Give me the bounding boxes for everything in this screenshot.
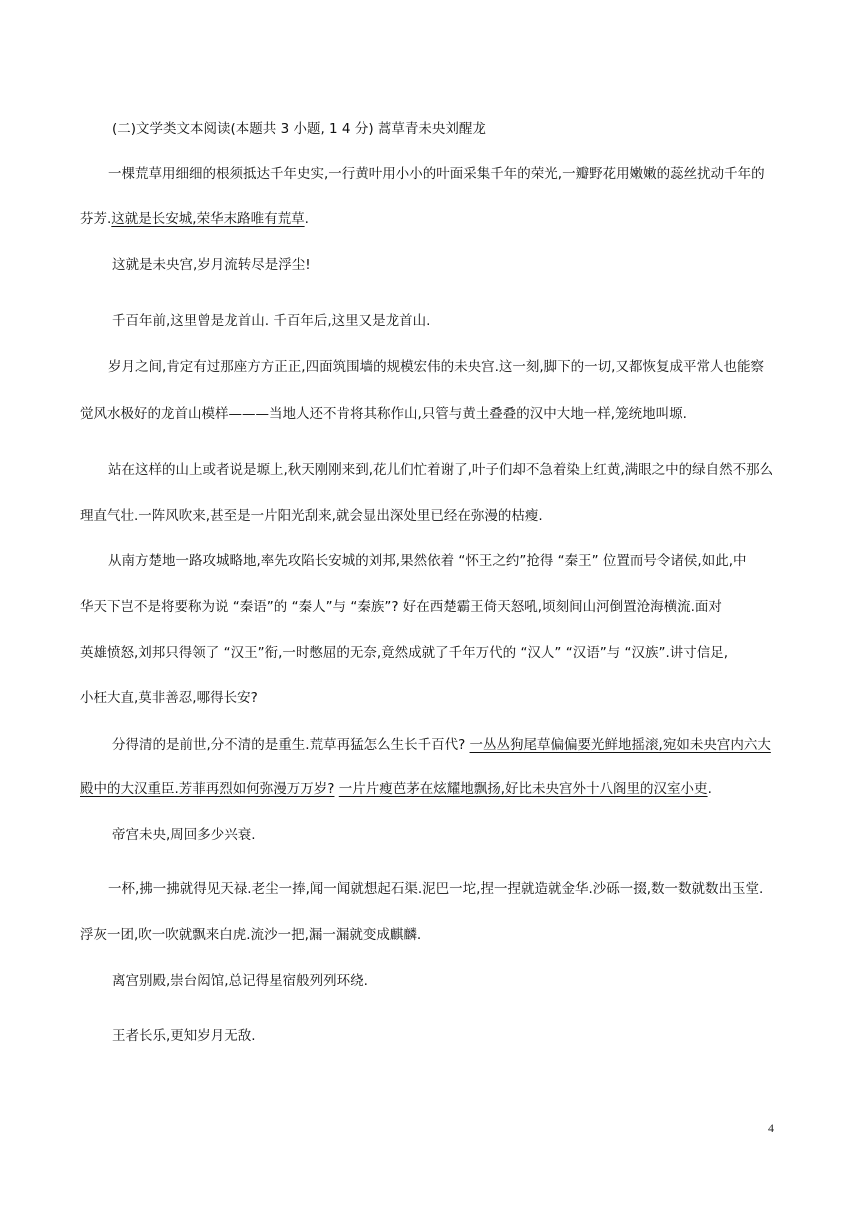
page-number: 4 (768, 1121, 774, 1135)
underlined-sentence: 殿中的大汉重臣.芳菲再烈如何弥漫万万岁? (80, 781, 335, 797)
paragraph-9-line-1: 一杯,拂一拂就得见天禄.老尘一捧,闻一闻就想起石渠.泥巴一坨,捏一捏就造就金华.沙砾一掇,数一数就数出玉堂. (108, 881, 764, 897)
paragraph-5-line-1: 站在这样的山上或者说是塬上,秋天刚刚来到,花儿们忙着谢了,叶子们却不急着染上红黄,满眼之中的绿自然不那么 (108, 462, 774, 478)
paragraph-6-line-3: 英雄愤怒,刘邦只得领了 “汉王”衔,一时憋屈的无奈,竟然成就了千年万代的 “汉人” “汉语”与 “汉族”.讲寸信足, (80, 645, 729, 661)
paragraph-1-line-1: 一棵荒草用细细的根须抵达千年史实,一行黄叶用小小的叶面采集千年的荣光,一瓣野花用嫩嫩的蕊丝扰动千年的 (108, 166, 765, 182)
paragraph-11: 王者长乐,更知岁月无敌. (112, 1028, 256, 1044)
underlined-sentence: 一丛丛狗尾草偏偏要光鲜地摇滚,宛如未央宫内六大 (469, 737, 771, 753)
paragraph-5-line-2: 理直气壮.一阵风吹来,甚至是一片阳光刮来,就会显出深处里已经在弥漫的枯瘦. (80, 508, 543, 524)
paragraph-9-line-2: 浮灰一团,吹一吹就飘来白虎.流沙一把,漏一漏就变成麒麟. (80, 927, 422, 943)
paragraph-6-line-2: 华天下岂不是将要称为说 “秦语”的 “秦人”与 “秦族”? 好在西楚霸王倚天怒吼,顷刻间山河倒置沧海横流.面对 (80, 599, 722, 615)
paragraph-2: 这就是未央宫,岁月流转尽是浮尘! (112, 257, 311, 273)
paragraph-4-line-2: 觉风水极好的龙首山模样———当地人还不肯将其称作山,只管与黄土叠叠的汉中大地一样,笼统地叫塬. (80, 406, 687, 422)
text-span: 分得清的是前世,分不清的是重生.荒草再猛怎么生长千百代? (112, 737, 470, 753)
paragraph-3: 千百年前,这里曾是龙首山. 千百年后,这里又是龙首山. (112, 313, 431, 329)
paragraph-7-line-2 (80, 780, 712, 798)
text-span: 芬芳. (80, 211, 112, 227)
text-span: . (707, 781, 712, 797)
paragraph-4-line-1: 岁月之间,肯定有过那座方方正正,四面筑围墙的规模宏伟的未央宫.这一刻,脚下的一切,又都恢复成平常人也能察 (108, 359, 764, 375)
underlined-sentence: 这就是长安城,荣华末路唯有荒草 (111, 211, 305, 227)
paragraph-6-line-1: 从南方楚地一路攻城略地,率先攻陷长安城的刘邦,果然依着 “怀王之约”抢得 “秦王” 位置而号令诸侯,如此,中 (108, 553, 747, 569)
paragraph-7-line-1 (112, 736, 771, 754)
paragraph-1-line-2 (80, 210, 309, 228)
paragraph-10: 离宫别殿,崇台闳馆,总记得星宿般列列环绕. (112, 973, 368, 989)
text-span: . (304, 211, 309, 227)
paragraph-6-line-4: 小枉大直,莫非善忍,哪得长安? (80, 690, 258, 706)
underlined-sentence: 一片片瘦芭茅在炫耀地飘扬,好比未央宫外十八阁里的汉室小吏 (338, 781, 708, 797)
paragraph-8: 帝宫未央,周回多少兴衰. (112, 827, 256, 843)
section-heading: (二)文学类文本阅读(本题共 3 小题, 1 4 分) 蒿草青未央刘醒龙 (112, 121, 486, 137)
